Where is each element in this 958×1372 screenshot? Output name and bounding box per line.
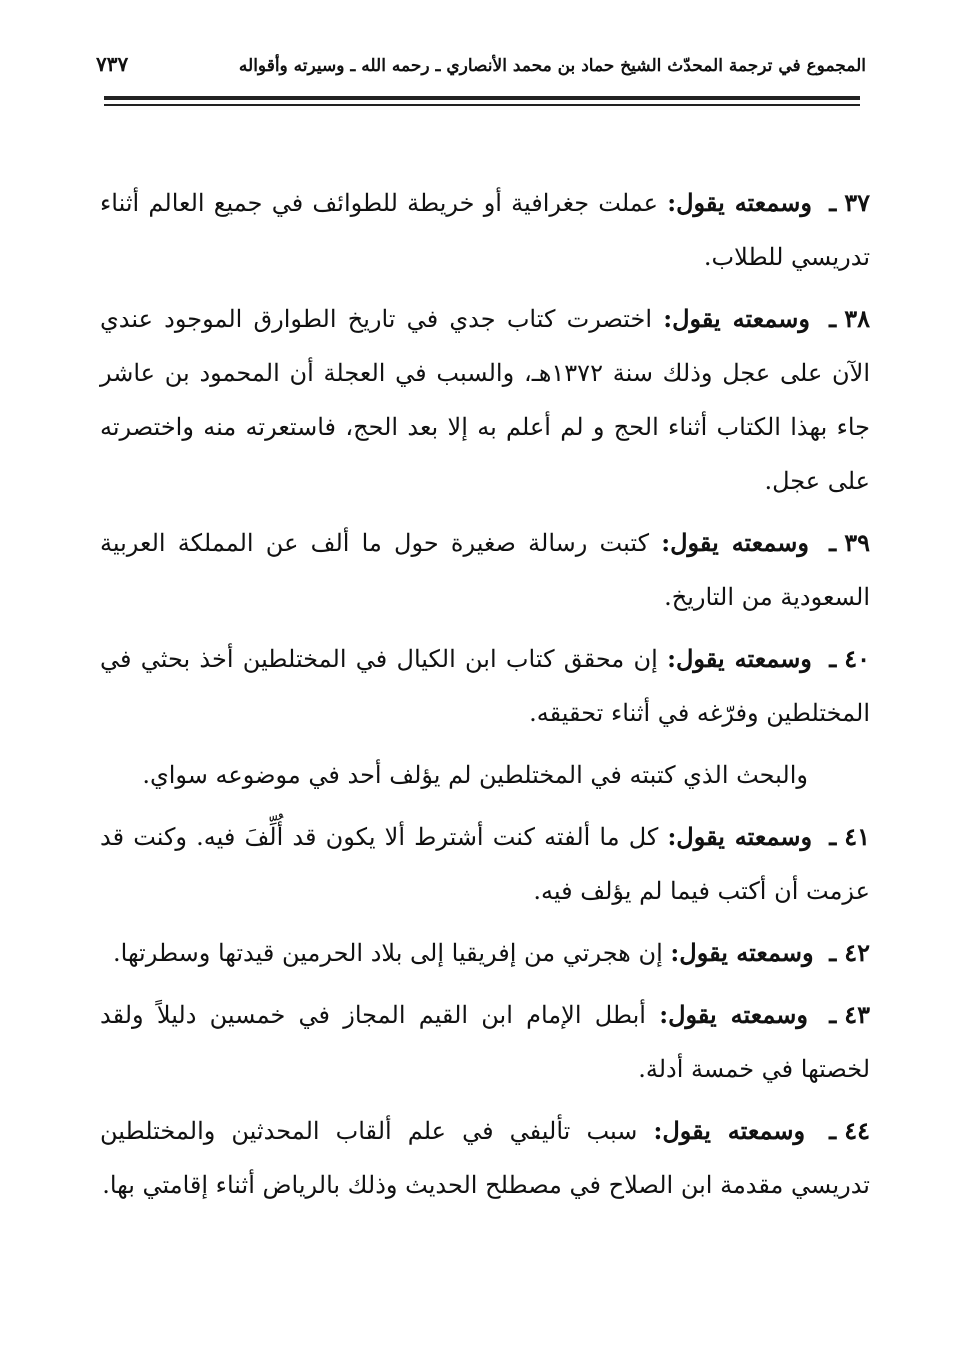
lead-phrase: وسمعته يقول: (661, 528, 809, 557)
item-number: ٤٢ (844, 938, 870, 967)
paragraph-text: أبطل الإمام ابن القيم المجاز في خمسين دليلاً ولقد لخصتها في خمسة أدلة. (100, 1001, 870, 1083)
paragraph-43: ٤٣ـ وسمعته يقول: أبطل الإمام ابن القيم المجاز في خمسين دليلاً ولقد لخصتها في خمسة أدلة. (100, 1000, 870, 1083)
item-number: ٤٤ (844, 1116, 870, 1145)
lead-phrase: وسمعته يقول: (663, 304, 810, 333)
item-number: ٣٩ (844, 528, 870, 557)
paragraph-text: اختصرت كتاب جدي في تاريخ الطوارق الموجود عندي الآن على عجل وذلك سنة ١٣٧٢هـ، والسبب في العجلة أن المحمود بن عاشر جاء بهذا الكتاب أثناء الحج و لم أعلم به إلا بعد الحج، فاستعرته منه واختصرته على عجل. (100, 305, 871, 495)
lead-phrase: وسمعته يقول: (667, 188, 812, 217)
item-number: ٤١ (844, 822, 870, 851)
item-number: ٣٧ (844, 188, 870, 217)
lead-phrase: وسمعته يقول: (667, 644, 812, 673)
paragraph-40: ٤٠ـ وسمعته يقول: إن محقق كتاب ابن الكيال في المختلطين أخذ بحثي في المختلطين وفرّغه في أثناء تحقيقه. (100, 644, 870, 727)
paragraph-text: إن محقق كتاب ابن الكيال في المختلطين أخذ بحثي في المختلطين وفرّغه في أثناء تحقيقه. (100, 645, 870, 727)
paragraph-text: إن هجرتي من إفريقيا إلى بلاد الحرمين قيدتها وسطرتها. (113, 939, 663, 967)
paragraph-44: ٤٤ـ وسمعته يقول: سبب تأليفي في علم ألقاب المحدثين والمختلطين تدريسي مقدمة ابن الصلاح في مصطلح الحديث وذلك بالرياض أثناء إقامتي بها. (100, 1116, 870, 1199)
paragraph-text: سبب تأليفي في علم ألقاب المحدثين والمختلطين تدريسي مقدمة ابن الصلاح في مصطلح الحديث وذلك بالرياض أثناء إقامتي بها. (100, 1117, 870, 1199)
paragraph-note: والبحث الذي كتبته في المختلطين لم يؤلف أحد في موضوعه سواي. (142, 761, 808, 789)
paragraph-text: كل ما ألفته كنت أشترط ألا يكون قد أُلِّفَ فيه. وكنت قد عزمت أن أكتب فيما لم يؤلف فيه. (100, 823, 870, 905)
page-number: ٧٣٧ (96, 52, 129, 76)
lead-phrase: وسمعته يقول: (659, 1000, 808, 1029)
item-number: ٣٨ (844, 304, 870, 333)
paragraph-39: ٣٩ـ وسمعته يقول: كتبت رسالة صغيرة حول ما ألف عن المملكة العربية السعودية من التاريخ. (100, 528, 870, 611)
body-text (100, 176, 870, 1220)
lead-phrase: وسمعته يقول: (667, 822, 813, 851)
lead-phrase: وسمعته يقول: (670, 938, 814, 967)
paragraph-42: ٤٢ـ وسمعته يقول: إن هجرتي من إفريقيا إلى بلاد الحرمين قيدتها وسطرتها. (113, 938, 870, 967)
paragraph-text: عملت جغرافية أو خريطة للطوائف في جميع العالم أثناء تدريسي للطلاب. (100, 189, 870, 271)
item-number: ٤٣ (844, 1000, 870, 1029)
running-header (96, 46, 866, 86)
paragraph-38: ٣٨ـ وسمعته يقول: اختصرت كتاب جدي في تاريخ الطوارق الموجود عندي الآن على عجل وذلك سنة ١٣٧٢هـ، والسبب في العجلة أن المحمود بن عاشر جاء بهذا الكتاب أثناء الحج و لم أعلم به إلا بعد الحج، فاستعرته منه واختصرته على عجل. (100, 304, 871, 495)
item-number: ٤٠ (844, 644, 870, 673)
header-title: المجموع في ترجمة المحدّث الشيخ حماد بن محمد الأنصاري ـ رحمه الله ـ وسيرته وأقواله (238, 56, 866, 76)
lead-phrase: وسمعته يقول: (653, 1116, 806, 1145)
paragraph-41: ٤١ـ وسمعته يقول: كل ما ألفته كنت أشترط ألا يكون قد أُلِّفَ فيه. وكنت قد عزمت أن أكتب فيما لم يؤلف فيه. (100, 822, 870, 905)
paragraph-37: ٣٧ـ وسمعته يقول: عملت جغرافية أو خريطة للطوائف في جميع العالم أثناء تدريسي للطلاب. (100, 188, 870, 271)
paragraph-text: كتبت رسالة صغيرة حول ما ألف عن المملكة العربية السعودية من التاريخ. (100, 529, 870, 611)
header-rule-thick (104, 96, 860, 100)
header-rule-thin (104, 104, 860, 106)
